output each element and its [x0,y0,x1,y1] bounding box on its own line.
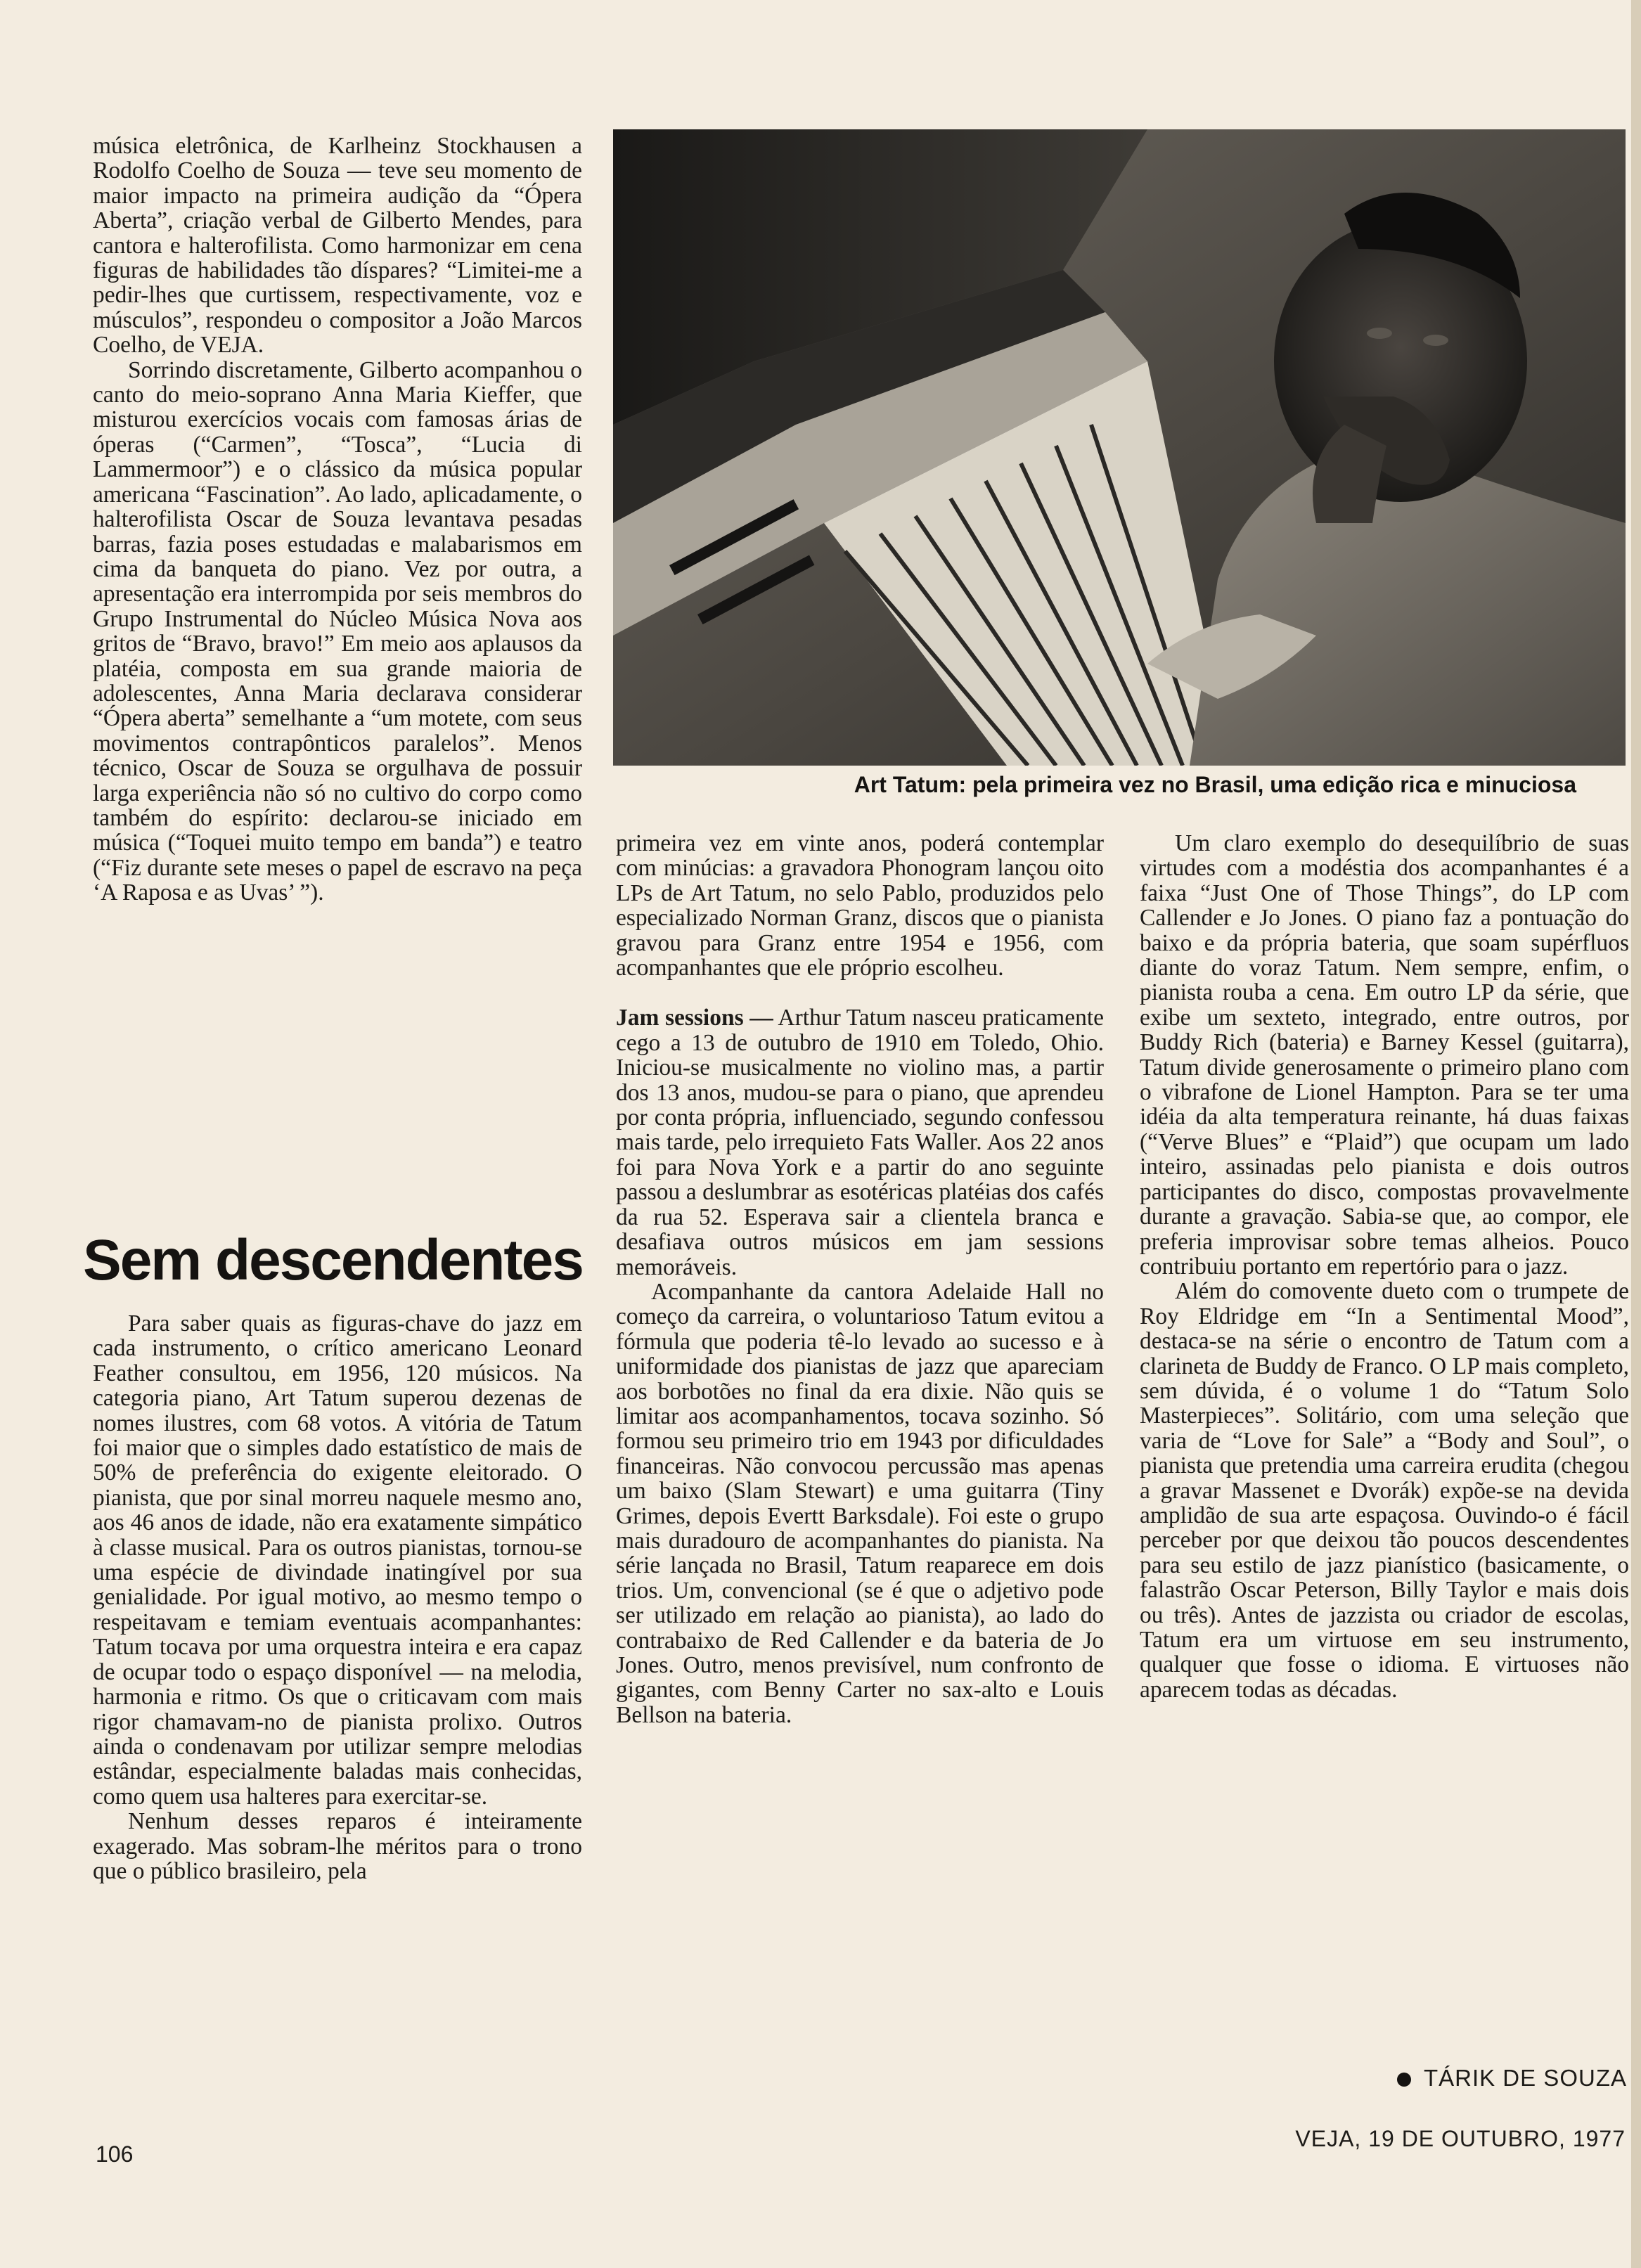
right-paragraph-1: Um claro exemplo do desequilíbrio de suas virtudes com a modéstia dos acompanhantes é a faixa “Just One of Those Things”, do LP com Callender e Jo Jones. O piano faz a pontuação do baixo e da própria bateria, que soam supérfluos diante do voraz Tatum. Nem sempre, enfim, o pianista rouba a cena. Em outro LP da série, que exibe um sexteto, integrado, entre outros, por Buddy Rich (bateria) e Barney Kessel (guitarra), Tatum divide generosamente o primeiro plano com o vibrafone de Lionel Hampton. Para se ter uma idéia da alta temperatura reinante, há duas faixas (“Verve Blues” e “Plaid”) que ocupam um lado inteiro, assinadas pelo pianista e dois outros participantes do disco, compostas provavelmente durante a gravação. Sabia-se que, ao compor, ele preferia improvisar sobre temas alheios. Pouco contribuiu portanto em repertório para o jazz. [1140,830,1629,1280]
subhead-jam-sessions: Jam sessions — [616,1005,773,1031]
page-edge [1631,0,1641,2268]
intro-paragraph-2: Sorrindo discretamente, Gilberto acompanhou o canto do meio-soprano Anna Maria Kieffer, que misturou exercícios vocais com famosas árias de óperas (“Carmen”, “Tosca”, “Lucia di Lammermoor”) e o clássico da música popular americana “Fascination”. Ao lado, aplicadamente, o halterofilista Oscar de Souza levantava pesadas barras, fazia poses estudadas e malabarismos em cima da banqueta do piano. Vez por outra, a apresentação era interrompida por seis membros do Grupo Instrumental do Núcleo Música Nova aos gritos de “Bravo, bravo!” Em meio aos aplausos da platéia, composta em sua grande maioria de adolescentes, Anna Maria declarava considerar “Ópera aberta” semelhante a “um motete, com seus movimentos contrapônticos paralelos”. Menos técnico, Oscar de Souza se orgulhava de possuir larga experiência não só no cultivo do corpo como também do espírito: declarou-se iniciado em música (“Toquei muito tempo em banda”) e teatro (“Fiz durante sete meses o papel de escravo na peça ‘A Raposa e as Uvas’ ”). [93,356,582,906]
author-name: TÁRIK DE SOUZA [1423,2065,1627,2091]
intro-column [93,134,582,906]
art-tatum-photo [613,129,1626,766]
section-paragraph-1: Para saber quais as figuras-chave do jazz em cada instrumento, o crítico americano Leonard Feather consultou, em 1956, 120 músicos. Na categoria piano, Art Tatum superou dezenas de nomes ilustres, com 68 votos. A vitória de Tatum foi maior que o simples dado estatístico de mais de 50% de preferência do exigente eleitorado. O pianista, que por sinal morreu naquele mesmo ano, aos 46 anos de idade, não era exatamente simpático à classe musical. Para os outros pianistas, tornou-se uma espécie de divindade inatingível por sua genialidade. Por igual motivo, ao mesmo tempo o respeitavam e temiam eventuais acompanhantes: Tatum tocava por uma orquestra inteira e era capaz de ocupar todo o espaço disponível — na melodia, harmonia e ritmo. Os que o criticavam com mais rigor chamavam-no de pianista prolixo. Outros ainda o condenavam por utilizar sempre melodias estândar, especialmente baladas mais conhecidas, como quem usa halteres para exercitar-se. [93,1310,582,1810]
bullet-icon [1397,2073,1411,2087]
jam-sessions-text: Arthur Tatum nasceu praticamente cego a 13 de outubro de 1910 em Toledo, Ohio. Iniciou-se musicalmente no violino mas, a partir dos 13 anos, mudou-se para o piano, que aprendeu por conta própria, influenciado, segundo confessou mais tarde, pelo irrequieto Fats Waller. Aos 22 anos foi para Nova York e a partir do ano seguinte passou a deslumbrar as esotéricas platéias dos cafés da rua 52. Esperava sair a clientela branca e desafiava outros músicos em jam sessions memoráveis. [616,1005,1104,1280]
mid-paragraph-1: primeira vez em vinte anos, poderá contemplar com minúcias: a gravadora Phonogram lançou oito LPs de Art Tatum, no selo Pablo, produzidos pelo especializado Norman Granz, discos que o pianista gravou para Granz entre 1954 e 1956, com acompanhantes que ele próprio escolheu. [616,830,1104,981]
page-number: 106 [96,2141,134,2167]
right-paragraph-2: Além do comovente dueto com o trumpete de Roy Eldridge em “In a Sentimental Mood”, destaca-se na série o encontro de Tatum com a clarineta de Buddy de Franco. O LP mais completo, sem dúvida, é o volume 1 do “Tatum Solo Masterpieces”. Solitário, com uma seleção que varia de “Love for Sale” a “Body and Soul”, o pianista que pretendia uma carreira erudita (chegou a gravar Massenet e Dvorák) expõe-se na devida amplidão de sua arte espaçosa. Ouvindo-o é fácil perceber por que deixou tão poucos descendentes para seu estilo de jazz pianístico (basicamente, o falastrão Oscar Peterson, Billy Taylor e mais dois ou três). Antes de jazzista ou criador de escolas, Tatum era um virtuose em seu instrumento, qualquer que fosse o idioma. E virtuoses não aparecem todas as décadas. [1140,1278,1629,1703]
section-heading: Sem descendentes [83,1228,583,1292]
section-column [93,1311,582,1883]
section-paragraph-2: Nenhum desses reparos é inteiramente exagerado. Mas sobram-lhe méritos para o trono que o público brasileiro, pela [93,1808,582,1884]
photo-caption: Art Tatum: pela primeira vez no Brasil, uma edição rica e minuciosa [854,772,1576,797]
intro-paragraph-1: música eletrônica, de Karlheinz Stockhausen a Rodolfo Coelho de Souza — teve seu momento de maior impacto na primeira audição da “Ópera Aberta”, criação verbal de Gilberto Mendes, para cantora e halterofilista. Como harmonizar em cena figuras de habilidades tão díspares? “Limitei-me a pedir-lhes que curtissem, respectivamente, voz e músculos”, respondeu o compositor a João Marcos Coelho, de VEJA. [93,133,582,359]
publication-footer: VEJA, 19 DE OUTUBRO, 1977 [1295,2126,1626,2151]
middle-column [616,831,1104,1727]
mid-paragraph-3: Acompanhante da cantora Adelaide Hall no começo da carreira, o voluntarioso Tatum evitou a fórmula que poderia tê-lo levado ao sucesso e à uniformidade dos pianistas de jazz que apareciam aos borbotões no final da era dixie. Não quis se limitar aos acompanhamentos, tocava sozinho. Só formou seu primeiro trio em 1943 por dificuldades financeiras. Não convocou percussão mas apenas um baixo (Slam Stewart) e uma guitarra (Tiny Grimes, depois Evertt Barksdale). Foi este o grupo mais duradouro de acompanhantes do pianista. Na série lançada no Brasil, Tatum reaparece em dois trios. Um, convencional (se é que o adjetivo pode ser utilizado em relação ao pianista), ao lado do contrabaixo de Red Callender e da bateria de Jo Jones. Outro, menos previsível, num confronto de gigantes, com Benny Carter no sax-alto e Louis Bellson na bateria. [616,1278,1104,1728]
jam-sessions-paragraph [616,1005,1104,1279]
byline [1397,2065,1627,2092]
right-column [1140,831,1629,1702]
